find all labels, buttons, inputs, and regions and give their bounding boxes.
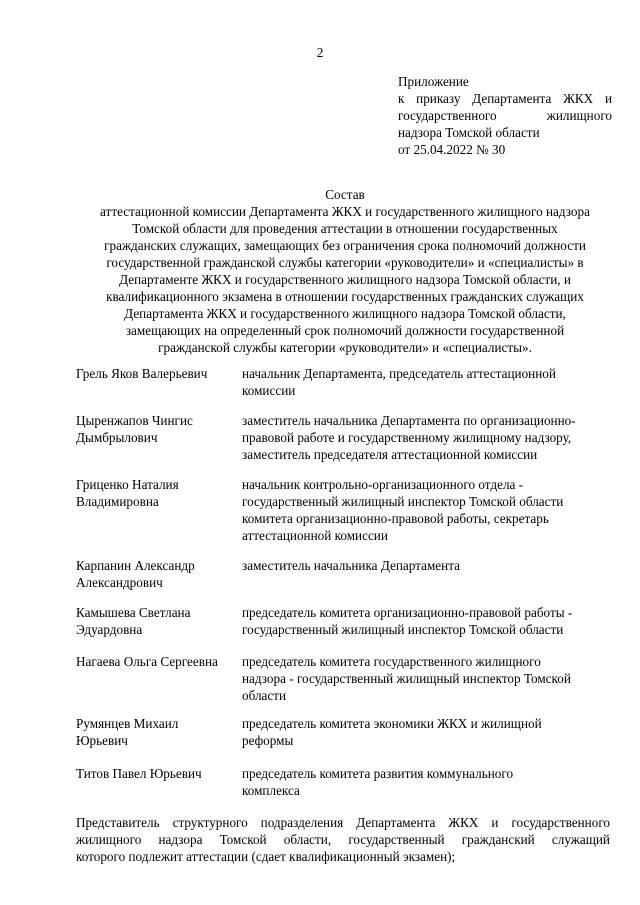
member-name [76, 715, 236, 749]
member-role [242, 412, 608, 463]
member-name-line: Эдуардовна [76, 622, 143, 637]
member-role-line: правовой работе и государственному жилищному надзору, [242, 430, 572, 445]
member-role-line: председатель комитета развития коммунального [242, 766, 514, 781]
title-line: гражданских служащих, замещающих без ограничения срока полномочий должности [104, 238, 586, 253]
title-line: аттестационной комиссии Департамента ЖКХ и государственного жилищного надзора [100, 204, 590, 219]
member-role [242, 476, 608, 544]
member-name-line: Грель Яков Валерьевич [76, 366, 208, 381]
title-heading: Состав [325, 187, 365, 202]
member-role [242, 653, 608, 704]
appendix-block [398, 73, 612, 158]
title-line: Департаменте ЖКХ и государственного жилищного надзора Томской области, и [119, 272, 571, 287]
member-name-line: Юрьевич [76, 733, 128, 748]
appendix-order-line: к приказу Департамента ЖКХ и [398, 91, 612, 106]
member-role-line: комитета организационно-правовой работы, секретарь [242, 511, 549, 526]
member-name-line: Александрович [76, 575, 163, 590]
member-role-line: комиссии [242, 383, 296, 398]
title-line: Департамента ЖКХ и государственного жилищного надзора Томской области, [124, 306, 566, 321]
title-line: государственной гражданской службы категории «руководители» и «специалисты» в [106, 255, 584, 270]
member-role-line: заместитель начальника Департамента [242, 558, 460, 573]
member-role [242, 557, 608, 574]
title-line: квалификационного экзамена в отношении государственных гражданских служащих [106, 289, 584, 304]
member-name [76, 604, 236, 638]
member-name-line: Цыренжапов Чингис [76, 413, 193, 428]
paragraph-line: Представитель структурного подразделения Департамента ЖКХ и государственного [76, 815, 610, 830]
paragraph-line: жилищного надзора Томской области, государственный гражданский служащий [76, 832, 610, 847]
member-name [76, 653, 236, 670]
title-line: гражданской службы категории «руководители» и «специалисты». [158, 340, 532, 355]
member-role-line: заместитель председателя аттестационной комиссии [242, 447, 538, 462]
member-role-line: надзора - государственный жилищный инспектор Томской [242, 671, 571, 686]
member-role-line: начальник Департамента, председатель аттестационной [242, 366, 556, 381]
member-role-line: аттестационной комиссии [242, 528, 388, 543]
member-role-line: председатель комитета экономики ЖКХ и жилищной [242, 716, 542, 731]
member-name [76, 476, 236, 510]
title-line: Томской области для проведения аттестации в отношении государственных [132, 221, 558, 236]
appendix-order-line: надзора Томской области [398, 125, 540, 140]
page-number: 2 [316, 45, 324, 60]
commission-title [72, 186, 618, 356]
appendix-order-date: от 25.04.2022 № 30 [398, 142, 506, 157]
member-name-line: Гриценко Наталия [76, 477, 179, 492]
member-role [242, 365, 608, 399]
member-name [76, 365, 236, 382]
member-name-line: Нагаева Ольга Сергеевна [76, 654, 218, 669]
member-name-line: Дымбрылович [76, 430, 158, 445]
representative-paragraph [76, 814, 610, 865]
member-name-line: Карпанин Александр [76, 558, 195, 573]
member-role [242, 604, 608, 638]
member-name-line: Титов Павел Юрьевич [76, 766, 202, 781]
member-role-line: начальник контрольно-организационного отдела - [242, 477, 524, 492]
title-line: замещающих на определенный срок полномочий должности государственной [125, 323, 565, 338]
member-name [76, 412, 236, 446]
member-role-line: области [242, 688, 287, 703]
member-role [242, 765, 608, 799]
member-role-line: реформы [242, 733, 294, 748]
member-name [76, 557, 236, 591]
appendix-title: Приложение [398, 74, 469, 89]
member-role-line: комплекса [242, 783, 300, 798]
member-name [76, 765, 236, 782]
appendix-order-line: государственного жилищного [398, 108, 612, 123]
member-name-line: Владимировна [76, 494, 159, 509]
member-role-line: председатель комитета организационно-правовой работы - [242, 605, 573, 620]
member-name-line: Камышева Светлана [76, 605, 191, 620]
member-role-line: заместитель начальника Департамента по организационно- [242, 413, 576, 428]
member-role-line: государственный жилищный инспектор Томской области [242, 494, 564, 509]
member-role [242, 715, 608, 749]
member-role-line: председатель комитета государственного жилищного [242, 654, 541, 669]
paragraph-line: которого подлежит аттестации (сдает квалификационный экзамен); [76, 849, 456, 864]
member-name-line: Румянцев Михаил [76, 716, 179, 731]
member-role-line: государственный жилищный инспектор Томской области [242, 622, 564, 637]
